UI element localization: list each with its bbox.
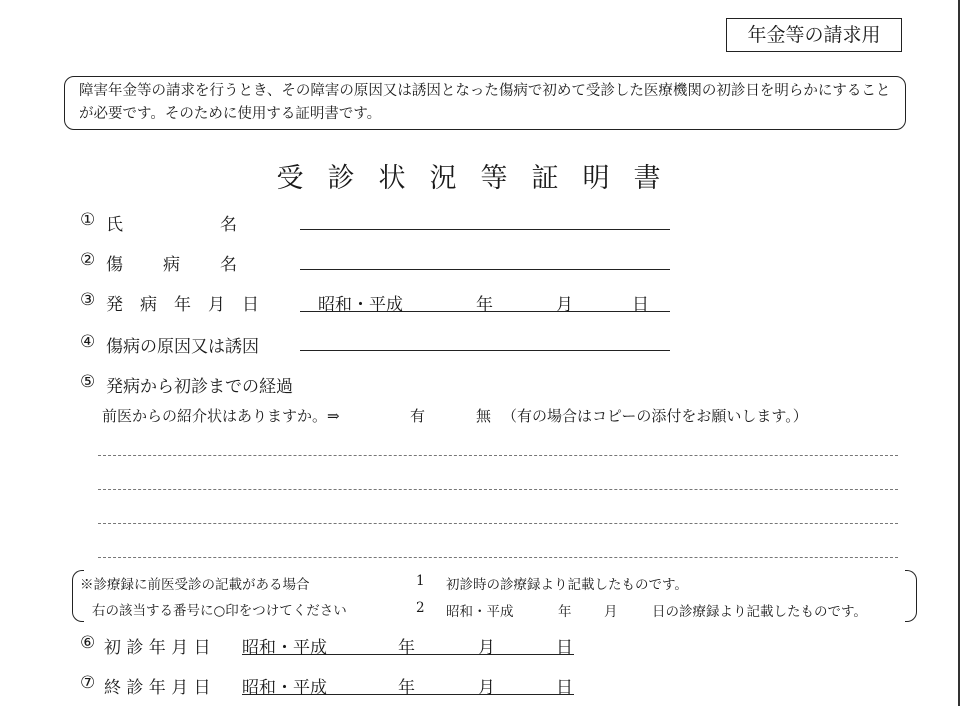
first-visit-year-unit: 年 [398, 638, 415, 658]
field-label-cause: 傷病の原因又は誘因 [106, 337, 259, 357]
record-option-2-number[interactable]: 2 [416, 600, 425, 616]
field-number: ⑥ [80, 633, 96, 653]
onset-month-unit: 月 [556, 295, 573, 315]
onset-year-unit: 年 [476, 295, 493, 315]
record-option-2-year-unit: 年 [558, 604, 572, 620]
progress-writing-line[interactable] [98, 557, 898, 558]
field-label-last-visit: 終 診 年 月 日 [104, 678, 211, 698]
record-option-1-number[interactable]: 1 [416, 573, 425, 589]
field-label-disease: 傷 病 名 [106, 255, 239, 275]
first-visit-month-unit: 月 [478, 638, 495, 658]
field-number: ③ [80, 290, 96, 310]
field-label-onset-date: 発 病 年 月 日 [106, 295, 259, 315]
progress-writing-line[interactable] [98, 489, 898, 490]
first-visit-era: 昭和・平成 [242, 638, 327, 658]
last-visit-day-unit: 日 [556, 678, 573, 698]
field-label-name: 氏 名 [106, 215, 239, 235]
form-purpose-tag: 年金等の請求用 [726, 18, 902, 52]
field-number: ④ [80, 332, 96, 352]
name-input-line[interactable] [300, 207, 670, 230]
last-visit-era: 昭和・平成 [242, 678, 327, 698]
progress-writing-line[interactable] [98, 523, 898, 524]
field-label-first-visit: 初 診 年 月 日 [104, 638, 211, 658]
notice-box: 障害年金等の請求を行うとき、その障害の原因又は誘因となった傷病で初めて受診した医療機関の初診日を明らかにすることが必要です。そのために使用する証明書です。 [64, 76, 906, 130]
field-number: ① [80, 210, 96, 230]
field-number: ⑤ [80, 372, 96, 392]
record-option-2-month-unit: 月 [604, 604, 618, 620]
referral-no-option[interactable]: 無 [476, 407, 492, 425]
progress-writing-line[interactable] [98, 455, 898, 456]
first-visit-day-unit: 日 [556, 638, 573, 658]
referral-question: 前医からの紹介状はありますか。⇒ [102, 407, 340, 425]
last-visit-year-unit: 年 [398, 678, 415, 698]
field-number: ⑦ [80, 673, 96, 693]
field-label-progress: 発病から初診までの経過 [106, 377, 293, 397]
last-visit-month-unit: 月 [478, 678, 495, 698]
record-note-line2: 右の該当する番号に○印をつけてください [92, 603, 347, 619]
onset-day-unit: 日 [632, 295, 649, 315]
referral-yes-option[interactable]: 有 [410, 407, 426, 425]
record-option-2-era: 昭和・平成 [446, 604, 514, 620]
onset-era: 昭和・平成 [318, 295, 403, 315]
record-option-1-text: 初診時の診療録より記載したものです。 [446, 577, 688, 593]
page-edge [958, 0, 960, 706]
record-note-line1: ※診療録に前医受診の記載がある場合 [80, 577, 310, 593]
record-option-2-text: 日の診療録より記載したものです。 [652, 604, 867, 620]
right-bracket [905, 570, 917, 622]
referral-note: （有の場合はコピーの添付をお願いします。） [502, 407, 808, 425]
cause-input-line[interactable] [300, 328, 670, 351]
field-number: ② [80, 250, 96, 270]
document-title: 受診状況等証明書 [276, 163, 685, 194]
disease-input-line[interactable] [300, 247, 670, 270]
